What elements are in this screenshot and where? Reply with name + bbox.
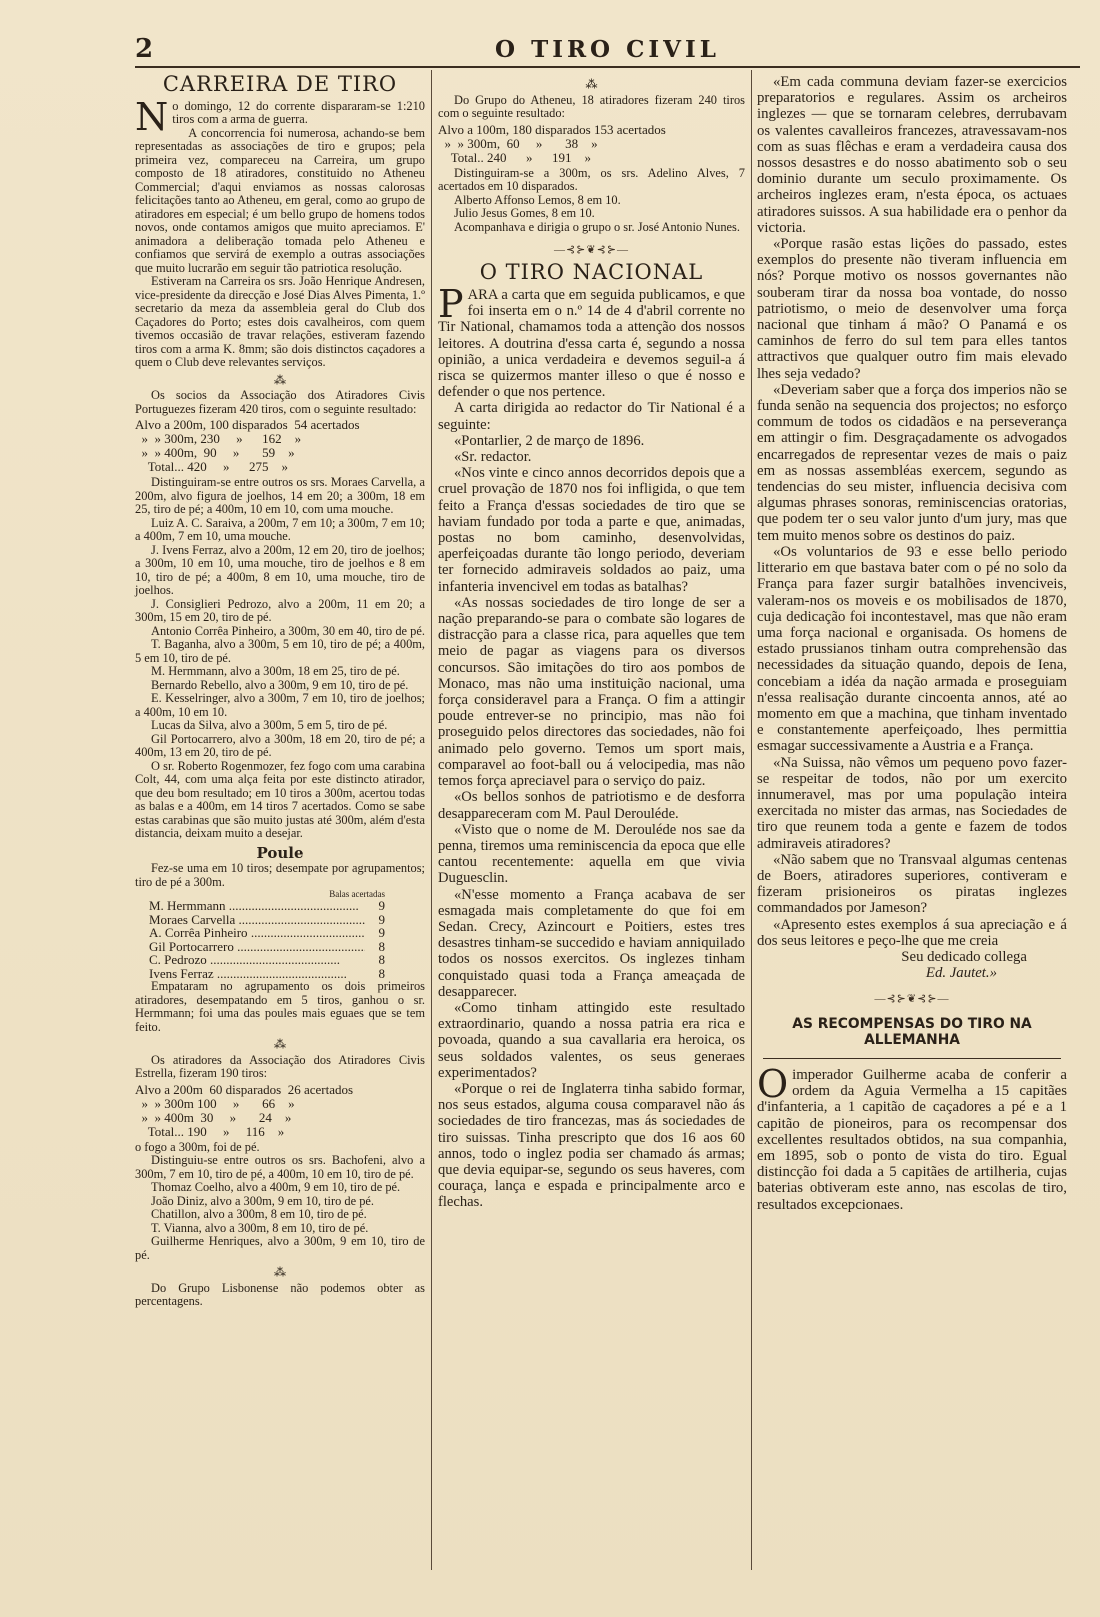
paragraph: Acompanhava e dirigia o grupo o sr. José Antonio Nunes. xyxy=(454,219,740,234)
paragraph: «As nossas sociedades de tiro longe de ser a nação preparando-se para o combate são logares de distracção para a classe rica, para aquelles que tem meio de pagar as viagens para os diversos concursos. São imitações do tiro aos pombos de Monaco, mas não uma instituição nacional, uma força consideravel para a França. O fim a attingir poude entrever-se no principio, mas não foi proseguido pelos directores das sociedades, não foi animado pelo governo. Temos um sport mais, comparavel ao foot-ball ou á velocipedia, mas não temos força apreciavel para o serviço do paiz. xyxy=(438,594,745,790)
paragraph: Gil Portocarrero, alvo a 300m, 18 em 20, tiro de pé; a 400m, 13 em 20, tiro de pé. xyxy=(135,731,425,759)
paragraph: «Porque o rei de Inglaterra tinha sabido formar, nos seus estados, alguma cousa comparavel não ás sociedades de tiro francezas, mas ás sociedades de tiro suissas. Tinha prescripto que dos 16 aos 60 annos, todo o inglez podia ser chamado ás armas; que devia equipar-se, segundo os seus haveres, com couraça, lança e espada e principalmente arco e flechas. xyxy=(438,1080,745,1211)
poule-name: Moraes Carvella ..... xyxy=(149,913,365,927)
paragraph: o fogo a 300m, foi de pé. xyxy=(135,1139,260,1154)
poule-name: Ivens Ferraz ..... xyxy=(149,967,365,981)
asterism: ⁂ xyxy=(274,1037,286,1051)
poule-score: 9 xyxy=(378,911,385,927)
section-title-tiro-nacional: O TIRO NACIONAL xyxy=(479,259,704,284)
paragraph: «Pontarlier, 2 de março de 1896. xyxy=(454,432,645,449)
article-body xyxy=(438,282,745,1211)
signature-closing: Seu dedicado collega xyxy=(901,948,1027,965)
poule-score: 9 xyxy=(378,898,385,913)
column-2 xyxy=(438,74,745,1211)
score-row: » » 400m 30 » 24 » xyxy=(135,1109,292,1125)
score-row: Alvo a 200m, 100 disparados 54 acertados xyxy=(135,417,360,432)
signature-name: Ed. Jautet.» xyxy=(925,965,997,982)
paragraph: «Apresento estes exemplos á sua apreciação e á dos seus leitores e peço-lhe que me creia xyxy=(757,916,1067,949)
drop-cap: P xyxy=(438,282,464,326)
poule-name: A. Corrêa Pinheiro ..... xyxy=(149,926,365,940)
column-divider xyxy=(751,70,752,1570)
paragraph: A concorrencia foi numerosa, achando-se bem representadas as associações de tiro e grupos; pela primeira vez, compareceu na Carreira, um grupo composto de 18 atiradores, constituido no Atheneu Commercial; d'aqui enviamos as nossas calorosas felicitações tanto ao Atheneu, em geral, como ao grupo de atiradores em especial; é um bello grupo de homens todos novos, onde contamos amigos que muito apreciamos. E' animadora a deliberação tomada pelo Atheneu e confiamos que servirá de exemplo a outras associações que muito lucrarão em seguir tão patriotica resolução. xyxy=(135,125,425,275)
asterism: ⁂ xyxy=(585,77,598,91)
asterism: ⁂ xyxy=(274,372,286,387)
paragraph: «Os voluntarios de 93 e esse bello periodo litterario em que bastava bater com o pé no solo da França para fazer surgir batalhões invenciveis, valeram-nos os moveis e os mobilisados de 1870, cuja dedicação foi incontestavel, mas que não eram uma força nacional e organisada. Os homens de estado prussianos tinham outra comprehensão das necessidades da situação quando, depois de Iena, concebiam a idéa da nação armada e proseguiam n'essa realisação durante cincoenta annos, até ao momento em que a machina, que tinham inventado e constantemente aperfeiçoado, lhes permittia esmagar successivamente a Austria e a França. xyxy=(757,543,1067,755)
column-1 xyxy=(135,74,425,1309)
paragraph: J. Ivens Ferraz, alvo a 200m, 12 em 20, tiro de joelhos; a 300m, 10 em 10, uma mouche, tiro de joelhos e 8 em 10, tiro de pé; a 400m, 8 em 10, uma mouche, tiro de joelhos. xyxy=(135,542,425,597)
score-row: » » 300m, 230 » 162 » xyxy=(135,431,302,446)
poule-row xyxy=(135,953,425,967)
poule-row xyxy=(135,899,425,913)
paragraph: «Como tinham attingido este resultado extraordinario, quando a nossa patria era rica e povoada, quando a sua cavallaria era heroica, os seus soldados valentes, os seus generaes experimentados? xyxy=(438,999,745,1081)
paragraph: «Nos vinte e cinco annos decorridos depois que a cruel provação de 1870 nos foi infligida, o que tem feito a França d'essas sociedades de tiro que se haviam fundado por toda a parte e que, animadas, postas no bom caminho, desenvolvidas, aperfeiçoadas durante tão longo periodo, deveriam ter fornecido admiraveis soldados ao paiz, uma infanteria invencivel em todas as batalhas? xyxy=(438,465,745,595)
paragraph: Fez-se uma em 10 tiros; desempate por agrupamentos; tiro de pé a 300m. xyxy=(135,861,425,889)
drop-cap: N xyxy=(135,94,169,139)
paragraph xyxy=(135,94,425,139)
paragraph: «Não sabem que no Transvaal algumas centenas de Boers, atiradores superiores, contiveram e fizeram prisioneiros os piratas inglezes commandados por Jameson? xyxy=(757,851,1067,917)
paragraph: Luiz A. C. Saraiva, a 200m, 7 em 10; a 300m, 7 em 10; a 400m, 7 em 10, uma mouche. xyxy=(135,515,425,543)
score-row: » » 300m 100 » 66 » xyxy=(135,1095,295,1111)
column-divider xyxy=(431,70,432,1570)
paragraph: T. Baganha, alvo a 300m, 5 em 10, tiro de pé; a 400m, 5 em 10, tiro de pé. xyxy=(135,637,425,665)
ornament-divider: —⊰⊱❦⊰⊱— xyxy=(553,244,630,256)
paragraph: Distinguiu-se entre outros os srs. Bachofeni, alvo a 300m, 7 em 10, tiro de pé, a 400m, 10 em 10, tiro de pé. xyxy=(135,1153,425,1181)
paragraph: A carta dirigida ao redactor do Tir National é a seguinte: xyxy=(438,400,745,433)
score-total: Total... 420 » 275 » xyxy=(135,459,289,474)
paragraph: «Visto que o nome de M. Derouléde nos sae da penna, tiremos uma reminiscencia da epoca que elle cantou recentemente: aquella em que vivia Duguesclin. xyxy=(438,821,745,887)
column-3 xyxy=(757,74,1067,1213)
paragraph: João Diniz, alvo a 300m, 9 em 10, tiro de pé. xyxy=(151,1193,374,1208)
paragraph: Os socios da Associação dos Atiradores Civis Portuguezes fizeram 420 tiros, com o seguinte resultado: xyxy=(135,388,425,416)
poule-name: Gil Portocarrero ..... xyxy=(149,940,365,954)
score-row: » » 300m, 60 » 38 » xyxy=(438,135,598,151)
score-table xyxy=(438,123,745,165)
title-rule xyxy=(763,1058,1061,1059)
journal-title: O TIRO CIVIL xyxy=(495,36,720,63)
paragraph: Os atiradores da Associação dos Atiradores Civis Estrella, fizeram 190 tiros: xyxy=(135,1052,425,1080)
paragraph: «Na Suissa, não vêmos um pequeno povo fazer-se respeitar de todos, não por um exercito innumeravel, mas por uma população inteira exercitada no mister das armas, nas Sociedades de tiro que reunem toda a gente e fazem de todos admiraveis atiradores? xyxy=(757,754,1067,852)
paragraph: «Deveriam saber que a força dos imperios não se funda senão na sequencia dos projectos; no esforço commum de todos os cidadãos e na perseverança em attingir o fim. Desgraçadamente os advogados encarregados de representar vezes de mais o paiz em as nossas assembléas exercem, segundo as tendencias do seu mister, influencia decisiva com algumas phrases sonoras, reminiscencias oratorias, que podem ter o seu valor junto d'um jury, mas que tem muito menos sobre os destinos do paiz. xyxy=(757,381,1067,544)
section-title-carreira: CARREIRA DE TIRO xyxy=(162,72,398,96)
paragraph: Guilherme Henriques, alvo a 300m, 9 em 10, tiro de pé. xyxy=(135,1234,425,1262)
paragraph: J. Consiglieri Pedrozo, alvo a 200m, 11 em 20; a 300m, 15 em 20, tiro de pé. xyxy=(135,596,425,624)
paragraph: Do Grupo do Atheneu, 18 atiradores fizeram 240 tiros com o seguinte resultado: xyxy=(438,92,745,120)
score-total: Total.. 240 » 191 » xyxy=(438,149,592,165)
poule-score: 8 xyxy=(378,965,385,981)
score-row: Alvo a 200m 60 disparados 26 acertados xyxy=(135,1081,354,1097)
paragraph-text: imperador Guilherme acaba de conferir a ordem da Aguia Vermelha a 15 capitães d'infanteria, a 1 capitão de caçadores a pé e a 1 capitão de pioneiros, para os recompensar dos excellentes resultados obtidos, na sua companhia, em 1895, sob o ponto de vista do tiro. Egual distincção foi dada a 5 capitães de artilheria, cujas baterias obtiveram este anno, nas escolas de tiro, resultados excepcionaes. xyxy=(757,1066,1067,1213)
paragraph: E. Kesselringer, alvo a 300m, 7 em 10, tiro de joelhos; a 400m, 10 em 10. xyxy=(135,691,425,719)
score-total: Total... 190 » 116 » xyxy=(135,1123,285,1139)
paragraph: Alberto Affonso Lemos, 8 em 10. xyxy=(454,192,621,207)
paragraph: Empataram no agrupamento os dois primeiros atiradores, desempatando em 5 tiros, ganhou o sr. Hermmann; foi uma das poules mais eguaes que se tem feito. xyxy=(135,979,425,1034)
poule-name: C. Pedrozo ..... xyxy=(149,953,365,967)
paragraph-text: o domingo, 12 do corrente dispararam-se 1:210 tiros com a arma de guerra. xyxy=(172,98,425,126)
page-number: 2 xyxy=(135,34,154,64)
poule-score: 8 xyxy=(378,952,385,967)
paragraph xyxy=(438,282,745,401)
paragraph: Antonio Corrêa Pinheiro, a 300m, 30 em 40, tiro de pé. xyxy=(151,623,425,638)
paragraph: Lucas da Silva, alvo a 300m, 5 em 5, tiro de pé. xyxy=(151,718,388,732)
score-table xyxy=(135,418,425,474)
asterism: ⁂ xyxy=(274,1265,286,1279)
score-row: Alvo a 100m, 180 disparados 153 acertados xyxy=(438,121,666,137)
poule-row xyxy=(135,913,425,927)
poule-title: Poule xyxy=(256,843,304,862)
paragraph: O sr. Roberto Rogenmozer, fez fogo com uma carabina Colt, 44, com uma alça feita por este distincto atirador, que deu bom resultado; em 10 tiros a 300m, acertou todas as balas e a 400m, em 14 tiros 7 acertados. Como se sabe estas carabinas que são muito justas até 300m, além d'esta distancia, deixam muito a desejar. xyxy=(135,758,425,840)
page-header xyxy=(135,36,1080,68)
paragraph: Distinguiram-se entre outros os srs. Moraes Carvella, a 200m, alvo figura de joelhos, 14 em 20; a 300m, 18 em 25, tiro de pé; a 400m, 10 em 10, com uma mouche. xyxy=(135,475,425,516)
score-row: » » 400m, 90 » 59 » xyxy=(135,445,295,460)
poule-row xyxy=(135,940,425,954)
paragraph: «Os bellos sonhos de patriotismo e de desforra desappareceram com M. Paul Derouléde. xyxy=(438,789,745,822)
poule-column-header: Balas acertadas xyxy=(329,889,385,899)
paragraph: T. Vianna, alvo a 300m, 8 em 10, tiro de pé. xyxy=(151,1220,369,1235)
paragraph: Estiveram na Carreira os srs. João Henrique Andresen, vice-presidente da direcção e José Dias Alves Pimenta, 1.º secretario da meza da assembleia geral do Club dos Caçadores do Porto; estes dois cavalheiros, com quem tivemos occasião de travar relações, estiveram fazendo tiros com a arma K. 8mm; são dois distinctos caçadores a quem o Club deve relevantes serviços. xyxy=(135,274,425,369)
paragraph: «Sr. redactor. xyxy=(454,449,532,466)
paragraph: «N'esse momento a França acabava de ser esmagada mais completamente do que foi em Sedan. Crecy, Azincourt e Poitiers, estes tres desastres tinham-se succedido e haviam anniquilado todos os nossos exercitos. Os inglezes tinham conquistado quasi toda a França ameaçada de desapparecer. xyxy=(438,886,745,1000)
poule-score: 9 xyxy=(378,925,385,940)
ornament-divider: —⊰⊱❦⊰⊱— xyxy=(874,993,950,1006)
poule-score: 8 xyxy=(378,938,385,954)
paragraph: Distinguiram-se a 300m, os srs. Adelino Alves, 7 acertados em 10 disparados. xyxy=(438,165,745,193)
poule-row xyxy=(135,926,425,940)
paragraph: «Porque rasão estas lições do passado, estes exemplos do presente não tiveram influencia em nós? Porque motivo os nossos governantes não souberam tirar da nossa boa vontade, do nosso patriotismo, o meio de desenvolver uma força nacional que tinham á mão? O Panamá e os caminhos de ferro do sul tem para elles tantos attractivos que qualquer outro fim mais elevado lhes seja vedado? xyxy=(757,236,1067,382)
paragraph: Thomaz Coelho, alvo a 400m, 9 em 10, tiro de pé. xyxy=(151,1180,401,1194)
paragraph: «Em cada communa deviam fazer-se exercicios preparatorios e regulares. Assim os archeiros inglezes — que se tornaram celebres, derrubavam os valentes cavalleiros francezes, atravessavam-nos com as suas flêchas e eram a verdadeira causa dos nossos desastres e do nosso abatimento sob o seu dominio durante um seculo proximamente. Os archeiros inglezes eram, n'esta época, os actuaes atiradores suissos. A sua habilidade era o penhor da victoria. xyxy=(757,74,1067,236)
paragraph xyxy=(757,1061,1067,1213)
paragraph-text: ARA a carta que em seguida publicamos, e que foi inserta em o n.º 14 de 4 d'abril corrente no Tir National, chamamos toda a attenção dos nossos leitores. A doutrina d'essa carta é, segundo a nossa opinião, a unica verdadeira e devemos seguil-a á risca se quizermos manter illeso o que é nosso e defender o que nos pertence. xyxy=(438,287,745,401)
paragraph: Chatillon, alvo a 300m, 8 em 10, tiro de pé. xyxy=(151,1207,367,1221)
paragraph: Bernardo Rebello, alvo a 300m, 9 em 10, tiro de pé. xyxy=(151,677,409,692)
paragraph: M. Hermmann, alvo a 300m, 18 em 25, tiro de pé. xyxy=(151,664,400,678)
poule-list xyxy=(135,899,425,980)
poule-name: M. Hermmann ..... xyxy=(149,899,365,913)
drop-cap: O xyxy=(757,1061,789,1106)
paragraph: Do Grupo Lisbonense não podemos obter as percentagens. xyxy=(135,1280,425,1308)
section-title-recompensas: AS RECOMPENSAS DO TIRO NA ALLEMANHA xyxy=(792,1015,1032,1048)
poule-row xyxy=(135,967,425,981)
score-table xyxy=(135,1083,425,1139)
paragraph: Julio Jesus Gomes, 8 em 10. xyxy=(454,206,595,220)
